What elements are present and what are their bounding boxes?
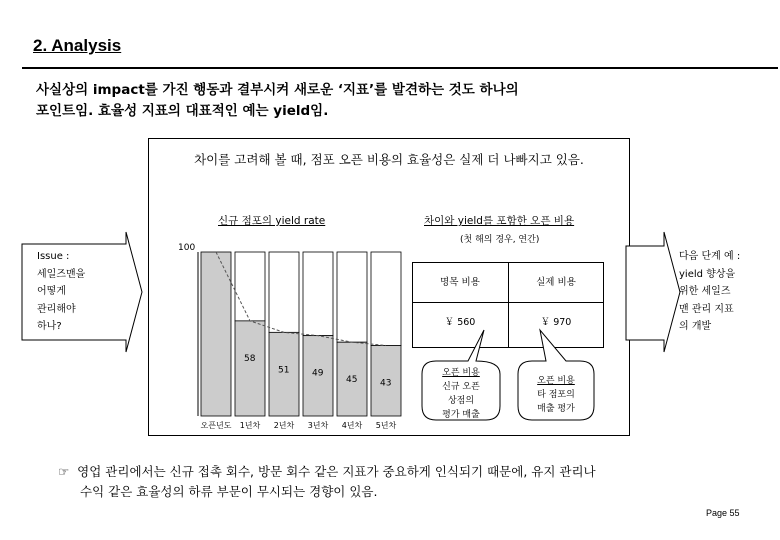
category-label: 4년차 <box>341 421 363 430</box>
next-step-line: 맨 관리 지표 <box>679 303 734 315</box>
issue-note-line: 관리해야 <box>37 303 76 315</box>
callout-right-line: 오픈 비용 <box>537 376 575 386</box>
issue-note-line: 하나? <box>37 321 62 332</box>
category-label: 오픈년도 <box>200 421 232 430</box>
nominal-cost-value: ￥ 560 <box>444 317 476 328</box>
nominal-cost-header: 명목 비용 <box>440 277 480 288</box>
callout-right-line: 매출 평가 <box>537 404 575 414</box>
y-axis-max-label: 100 <box>178 243 196 253</box>
category-label: 5년차 <box>375 421 397 430</box>
next-step-line: 위한 세일즈 <box>679 286 731 297</box>
callout-right-line: 타 점포의 <box>537 390 575 400</box>
actual-cost-header: 실제 비용 <box>536 277 576 288</box>
data-label: 49 <box>312 368 324 379</box>
frame-heading: 차이를 고려해 볼 때, 점포 오픈 비용의 효율성은 실제 더 나빠지고 있음. <box>194 152 584 167</box>
bottom-note <box>58 462 596 502</box>
actual-cost-value: ￥ 970 <box>540 317 572 328</box>
category-label: 1년차 <box>239 421 261 430</box>
page-number: Page 55 <box>706 508 740 518</box>
lead-line-1: 사실상의 impact를 가진 행동과 결부시켜 새로운 ‘지표’를 발견하는 것도 하나의 <box>36 82 519 98</box>
lead-line-2: 포인트임. 효율성 지표의 대표적인 예는 yield임. <box>36 103 329 119</box>
callout-left-line: 상점의 <box>447 396 475 406</box>
issue-note-line: 세일즈맨을 <box>37 268 86 280</box>
issue-note-line: 어떻게 <box>37 286 66 297</box>
cost-panel-title: 차이와 yield를 포함한 오픈 비용 <box>424 215 575 227</box>
data-label: 51 <box>278 365 290 376</box>
bottom-note-line-1 <box>58 462 596 482</box>
category-label: 2년차 <box>273 421 295 430</box>
next-step-line: 다음 단계 예 : <box>679 251 741 262</box>
category-label: 3년차 <box>307 421 329 430</box>
data-label: 58 <box>244 353 256 364</box>
data-label: 45 <box>346 375 358 386</box>
bottom-note-line-2: 수익 같은 효율성의 하류 부문이 무시되는 경향이 있음. <box>80 484 378 499</box>
issue-note-line: Issue : <box>37 251 70 262</box>
callout-left-line: 오픈 비용 <box>442 368 480 378</box>
bottom-note-text: 영업 관리에서는 신규 접촉 회수, 방문 회수 같은 지표가 중요하게 인식되기 때문에, 유지 관리나 <box>77 464 596 479</box>
cost-panel-subtitle: (첫 해의 경우, 연간) <box>460 235 540 245</box>
next-step-line: yield 향상을 <box>679 268 736 280</box>
data-label: 43 <box>380 378 392 389</box>
slide-title: 2. Analysis <box>33 36 122 55</box>
next-step-line: 의 개발 <box>679 321 712 332</box>
callout-left <box>422 366 500 422</box>
chart-title: 신규 점포의 yield rate <box>218 215 326 227</box>
callout-left-line: 신규 오픈 <box>442 382 480 392</box>
callout-right <box>518 374 594 416</box>
callout-left-line: 평가 매출 <box>442 410 480 420</box>
pointing-hand-icon: ☞ <box>58 464 70 479</box>
